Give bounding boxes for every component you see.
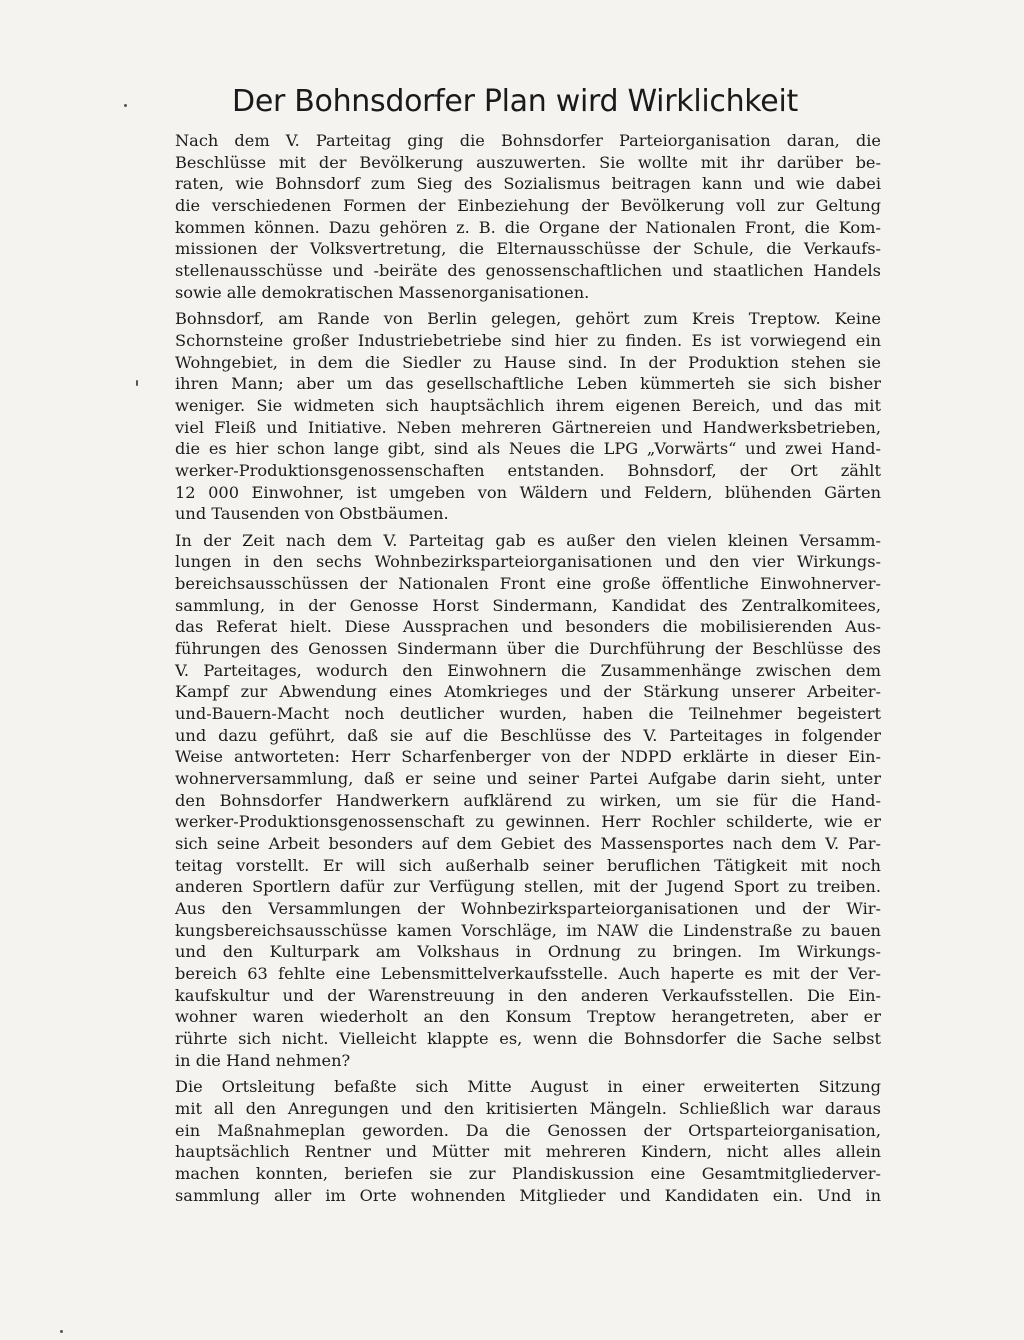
text-line: Wohngebiet, in dem die Siedler zu Hause sind. In der Produktion stehen sie (175, 352, 881, 372)
text-line: sammlung, in der Genosse Horst Sindermann, Kandidat des Zentralkomitees, (175, 595, 881, 615)
paragraph-3 (150, 530, 881, 1071)
text-line: kaufskultur und der Warenstreuung in den anderen Verkaufsstellen. Die Ein- (175, 985, 881, 1005)
text-line: kungsbereichsausschüsse kamen Vorschläge, im NAW die Lindenstraße zu bauen (175, 920, 881, 940)
paragraph-2 (150, 308, 881, 525)
text-line: V. Parteitages, wodurch den Einwohnern die Zusammenhänge zwischen dem (175, 660, 881, 680)
text-line: ein Maßnahmeplan geworden. Da die Genossen der Ortsparteiorganisation, (175, 1120, 881, 1140)
text-line: bereich 63 fehlte eine Lebensmittelverkaufsstelle. Auch haperte es mit der Ver- (175, 963, 881, 983)
text-line: anderen Sportlern dafür zur Verfügung stellen, mit der Jugend Sport zu treiben. (175, 877, 881, 897)
text-line: Kampf zur Abwendung eines Atomkrieges und der Stärkung unserer Arbeiter- (175, 682, 881, 702)
text-line: lungen in den sechs Wohnbezirksparteiorganisationen und den vier Wirkungs- (175, 552, 881, 572)
text-line: in die Hand nehmen? (175, 1050, 351, 1070)
text-line: Beschlüsse mit der Bevölkerung auszuwerten. Sie wollte mit ihr darüber be- (175, 152, 881, 172)
margin-dot (60, 1330, 63, 1333)
text-line: Schornsteine großer Industriebetriebe sind hier zu finden. Es ist vorwiegend ein (175, 330, 881, 350)
text-line: mit all den Anregungen und den kritisierten Mängeln. Schließlich war daraus (175, 1098, 881, 1118)
text-line: werker-Produktionsgenossenschaften entstanden. Bohnsdorf, der Ort zählt (175, 460, 881, 480)
article-title: Der Bohnsdorfer Plan wird Wirklichkeit (232, 84, 798, 119)
text-line: teitag vorstellt. Er will sich außerhalb seiner beruflichen Tätigkeit mit noch (175, 855, 881, 875)
margin-tick (136, 380, 138, 386)
text-line: die verschiedenen Formen der Einbeziehung der Bevölkerung voll zur Geltung (175, 195, 881, 215)
text-line: die es hier schon lange gibt, sind als Neues die LPG „Vorwärts“ und zwei Hand- (175, 439, 881, 459)
text-line: sich seine Arbeit besonders auf dem Gebiet des Massensportes nach dem V. Par- (175, 834, 881, 853)
text-line: werker-Produktionsgenossenschaft zu gewinnen. Herr Rochler schilderte, wie er (175, 812, 881, 832)
text-line: und-Bauern-Macht noch deutlicher wurden, haben die Teilnehmer begeistert (175, 704, 881, 724)
text-line: und dazu geführt, daß sie auf die Beschlüsse des V. Parteitages in folgender (175, 725, 881, 745)
text-line: hauptsächlich Rentner und Mütter mit mehreren Kindern, nicht alles allein (175, 1142, 881, 1162)
text-line: ihren Mann; aber um das gesellschaftliche Leben kümmerteh sie sich bisher (175, 374, 881, 394)
text-line: rührte sich nicht. Vielleicht klappte es, wenn die Bohnsdorfer die Sache selbst (175, 1028, 881, 1048)
paragraph-4 (150, 1076, 881, 1206)
text-line: Nach dem V. Parteitag ging die Bohnsdorfer Parteiorganisation daran, die (175, 131, 881, 150)
text-line: und Tausenden von Obstbäumen. (175, 504, 449, 524)
text-line: sowie alle demokratischen Massenorganisationen. (175, 282, 590, 302)
text-line: bereichsausschüssen der Nationalen Front eine große öffentliche Einwohnerver- (175, 574, 881, 594)
text-line: stellenausschüsse und -beiräte des genossenschaftlichen und staatlichen Handels (175, 260, 881, 280)
text-line: wohnerversammlung, daß er seine und seiner Partei Aufgabe darin sieht, unter (175, 769, 881, 789)
text-line: führungen des Genossen Sindermann über die Durchführung der Beschlüsse des (175, 639, 881, 659)
text-line: machen konnten, beriefen sie zur Plandiskussion eine Gesamtmitgliederver- (175, 1163, 881, 1183)
article-body (150, 130, 881, 1211)
text-line: weniger. Sie widmeten sich hauptsächlich ihrem eigenen Bereich, und das mit (175, 395, 881, 415)
text-line: den Bohnsdorfer Handwerkern aufklärend zu wirken, um sie für die Hand- (175, 790, 881, 810)
text-line: Aus den Versammlungen der Wohnbezirksparteiorganisationen und der Wir- (175, 898, 881, 918)
text-line: und den Kulturpark am Volkshaus in Ordnung zu bringen. Im Wirkungs- (175, 942, 881, 962)
text-line: Bohnsdorf, am Rande von Berlin gelegen, gehört zum Kreis Treptow. Keine (175, 309, 881, 329)
text-line: Weise antworteten: Herr Scharfenberger von der NDPD erklärte in dieser Ein- (175, 747, 881, 767)
margin-dot (124, 104, 127, 107)
text-line: sammlung aller im Orte wohnenden Mitglieder und Kandidaten ein. Und in (175, 1185, 881, 1205)
text-line: raten, wie Bohnsdorf zum Sieg des Sozialismus beitragen kann und wie dabei (175, 174, 881, 194)
text-line: missionen der Volksvertretung, die Elternausschüsse der Schule, die Verkaufs- (175, 239, 881, 259)
text-line: Die Ortsleitung befaßte sich Mitte August in einer erweiterten Sitzung (175, 1077, 881, 1097)
text-line: kommen können. Dazu gehören z. B. die Organe der Nationalen Front, die Kom- (175, 217, 881, 237)
paragraph-1 (150, 130, 881, 303)
text-line: das Referat hielt. Diese Aussprachen und besonders die mobilisierenden Aus- (175, 617, 881, 637)
text-line: viel Fleiß und Initiative. Neben mehreren Gärtnereien und Handwerksbetrieben, (175, 417, 881, 437)
text-line: 12 000 Einwohner, ist umgeben von Wäldern und Feldern, blühenden Gärten (175, 482, 881, 502)
text-line: wohner waren wiederholt an den Konsum Treptow herangetreten, aber er (175, 1007, 881, 1027)
text-line: In der Zeit nach dem V. Parteitag gab es außer den vielen kleinen Versamm- (175, 530, 881, 550)
